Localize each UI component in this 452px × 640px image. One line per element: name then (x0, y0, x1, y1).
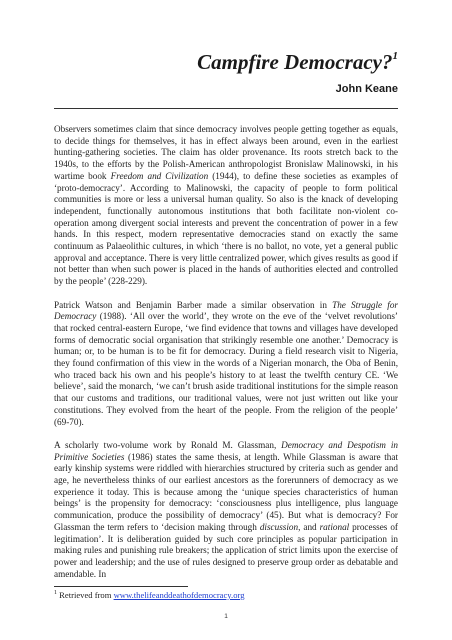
footnote-link[interactable]: www.thelifeanddeathofdemocracy.org (113, 590, 245, 600)
text-run: , and (298, 521, 320, 532)
text-run: Patrick Watson and Benjamin Barber made a similar observation in (54, 299, 333, 310)
footnote-separator (54, 586, 188, 587)
document-title (197, 50, 398, 75)
footnote-text: Retrieved from (59, 590, 114, 600)
footnote (54, 590, 245, 600)
author-name: John Keane (335, 83, 398, 95)
italic-text-run: rational (319, 521, 350, 532)
paragraph-1 (54, 124, 398, 288)
header-rule (54, 108, 398, 109)
document-body (54, 124, 398, 592)
italic-text-run: The Struggle for Democracy (54, 299, 398, 322)
text-run: A scholarly two-volume work by Ronald M. Glassman, (54, 439, 282, 450)
text-run: (1988). ‘All over the world’, they wrote on the eve of the ‘velvet revolutions’ that rocked central-eastern Europe, ‘we find evidence that towns and villages have developed forms of democratic social organisation that strikingly resemble one another.’ Democracy is human; or, to be human is to be fit for democracy. During a field research visit to Nigeria, they found confirmation of this view in the words of a Nigerian monarch, the Oba of Benin, who traced back his own and his people’s history to at least the twelfth century CE. ‘We believe’, said the monarch, ‘we can’t brush aside traditional institutions for the simple reason that our customs and traditions, our traditional values, were not just written out like your constitutions. They evolved from the heart of the people. From the religion of the people’ (69-70). (54, 311, 398, 427)
text-run: (1944), to define these societies as examples of ‘proto-democracy’. According to Malinowski, the capacity of people to form political communities is more or less a universal human quality. So also is the knack of developing independent, functionally autonomous institutions that both facilitate non-violent co-operation among divergent social interests and prevent the concentration of power in a few hands. In this respect, modern representative democracies stand on exactly the same continuum as Palaeolithic cultures, in which ‘there is no ballot, no vote, yet a general public approval and acceptance. There is very little centralized power, which gives results as good if not better than when such power is placed in the hands of authorities elected and controlled by the people’ (228-229). (54, 170, 399, 287)
italic-text-run: discussion (259, 521, 299, 532)
footnote-mark: 1 (54, 590, 57, 597)
text-run: Observers sometimes claim that since democracy involves people getting together as equals, to decide things for themselves, it has in effect always been around, even in the earliest hunting-gathering societies. The claim has older provenance. Its roots stretch back to the 1940s, to the efforts by the Polish-American anthropologist Bronislaw Malinowski, in his wartime book (54, 124, 398, 181)
title-text: Campfire Democracy? (197, 50, 393, 74)
text-run: processes of legitimation’. It is deliberation guided by such core principles as popular participation in making rules and punishing rule breakers; the application of strict limits upon the exercise of power and leadership; and the use of rules designed to preserve group order as debatable and amendable. In (54, 521, 398, 579)
title-footnote-mark[interactable]: 1 (392, 50, 398, 62)
paragraph-3 (54, 440, 398, 580)
page-number: 1 (224, 613, 228, 620)
text-run: (1986) states the same thesis, at length. While Glassman is aware that early kinship systems were riddled with hierarchies structured by criteria such as gender and age, he nevertheless thinks of our earliest ancestors as the forerunners of democracy as we experience it today. This is because among the ‘unique species characteristics of human beings’ is the propensity for democracy: ‘consciousness plus intelligence, plus language communication, produce the possibility of democracy’ (45). But what is democracy? For Glassman the term refers to ‘decision making through (54, 451, 398, 532)
italic-text-run: Freedom and Civilization (110, 170, 209, 181)
italic-text-run: Democracy and Despotism in Primitive Societies (54, 439, 398, 462)
paragraph-2 (54, 300, 398, 429)
